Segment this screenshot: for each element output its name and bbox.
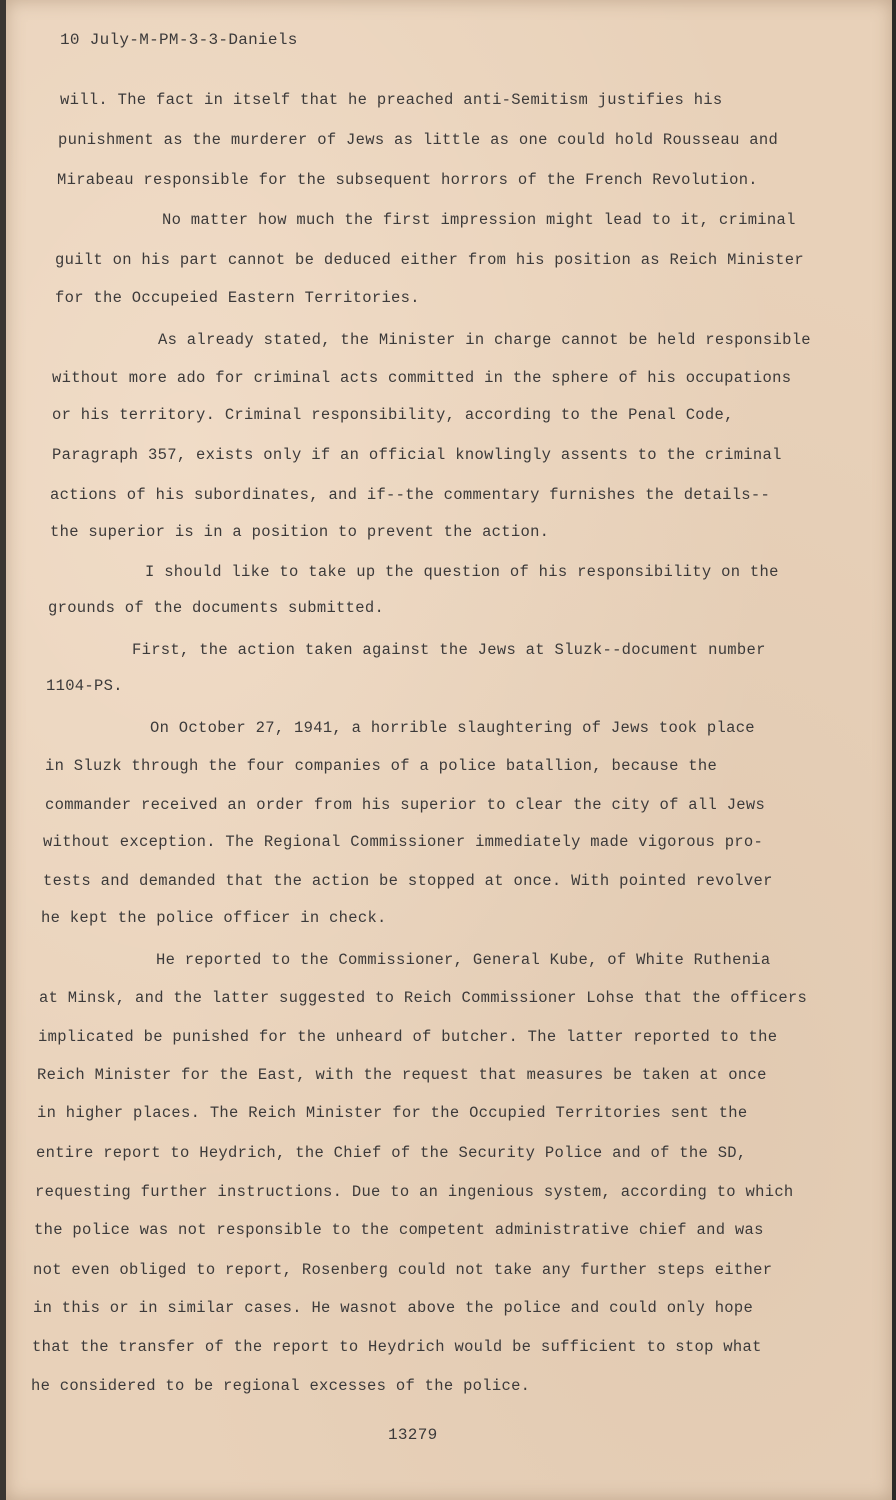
text-line: in this or in similar cases. He wasnot above the police and could only hope [33, 1299, 754, 1317]
text-line: not even obliged to report, Rosenberg could not take any further steps either [33, 1261, 773, 1279]
text-line: in higher places. The Reich Minister for the Occupied Territories sent the [37, 1104, 748, 1122]
text-line: he kept the police officer in check. [41, 909, 387, 927]
text-line: the police was not responsible to the competent administrative chief and was [34, 1221, 764, 1239]
text-line: punishment as the murderer of Jews as little as one could hold Rousseau and [58, 131, 779, 149]
text-line: First, the action taken against the Jews at Sluzk--document number [132, 641, 766, 659]
text-line: at Minsk, and the latter suggested to Reich Commissioner Lohse that the officers [39, 989, 808, 1007]
text-line: he considered to be regional excesses of the police. [31, 1377, 531, 1395]
text-line: I should like to take up the question of his responsibility on the [145, 563, 779, 581]
text-line: commander received an order from his superior to clear the city of all Jews [45, 796, 766, 814]
text-line: Reich Minister for the East, with the request that measures be taken at once [37, 1066, 767, 1084]
text-line: will. The fact in itself that he preached anti-Semitism justifies his [60, 91, 723, 109]
text-line: that the transfer of the report to Heydrich would be sufficient to stop what [32, 1338, 762, 1356]
text-line: As already stated, the Minister in charge cannot be held responsible [158, 331, 811, 349]
text-line: 1104-PS. [46, 677, 123, 695]
text-line: actions of his subordinates, and if--the commentary furnishes the details-- [50, 486, 771, 504]
text-line: entire report to Heydrich, the Chief of the Security Police and of the SD, [36, 1144, 747, 1162]
page-header: 10 July-M-PM-3-3-Daniels [60, 31, 298, 49]
text-line: On October 27, 1941, a horrible slaughtering of Jews took place [150, 719, 755, 737]
text-line: implicated be punished for the unheard of butcher. The latter reported to the [38, 1028, 778, 1046]
text-line: without exception. The Regional Commissioner immediately made vigorous pro- [43, 833, 764, 851]
text-line: without more ado for criminal acts committed in the sphere of his occupations [52, 369, 792, 387]
page-number: 13279 [388, 1426, 438, 1444]
text-line: in Sluzk through the four companies of a police batallion, because the [45, 757, 718, 775]
text-line: or his territory. Criminal responsibility, according to the Penal Code, [52, 406, 734, 424]
text-line: grounds of the documents submitted. [48, 599, 385, 617]
text-line: No matter how much the first impression might lead to it, criminal [162, 211, 796, 229]
text-line: tests and demanded that the action be stopped at once. With pointed revolver [43, 872, 773, 890]
text-line: guilt on his part cannot be deduced either from his position as Reich Minister [55, 251, 804, 269]
text-line: Paragraph 357, exists only if an official knowlingly assents to the criminal [52, 446, 782, 464]
text-line: the superior is in a position to prevent the action. [50, 523, 550, 541]
text-line: for the Occupeied Eastern Territories. [55, 289, 420, 307]
text-line: Mirabeau responsible for the subsequent horrors of the French Revolution. [57, 171, 758, 189]
text-line: requesting further instructions. Due to an ingenious system, according to which [35, 1183, 794, 1201]
text-line: He reported to the Commissioner, General Kube, of White Ruthenia [156, 951, 771, 969]
